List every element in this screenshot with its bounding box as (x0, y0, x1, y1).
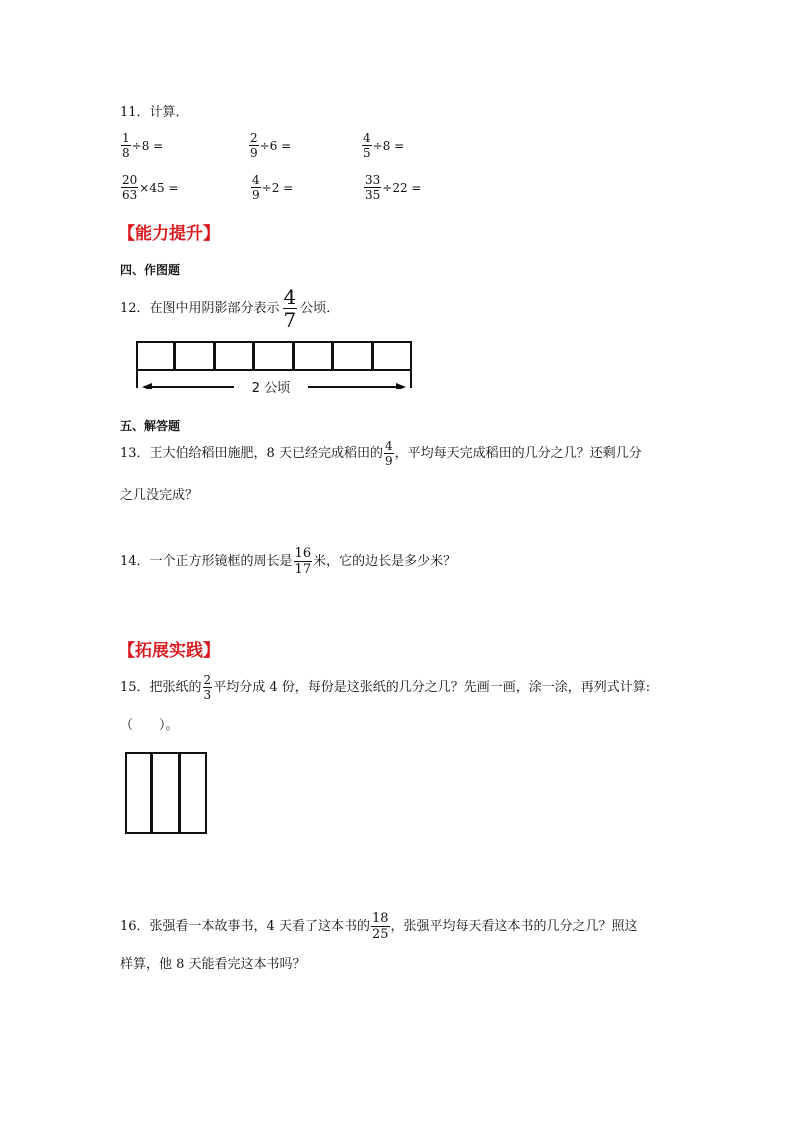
section-four-heading: 四、作图题 (120, 263, 181, 277)
fraction-denominator: 63 (122, 188, 138, 202)
q13-line2: 之几没完成？ (120, 488, 199, 503)
q11-item-3 (361, 132, 404, 159)
expression-rest: ×45 = (139, 180, 179, 195)
fraction-numerator: 4 (384, 439, 393, 453)
fraction-numerator: 4 (252, 173, 260, 187)
q16-line2: 样算，他 8 天能看完这本书吗？ (120, 957, 306, 972)
expression-rest: ÷22 = (382, 180, 422, 195)
fraction-numerator: 4 (363, 131, 371, 145)
q11-item-4 (120, 174, 178, 201)
fraction-numerator: 20 (122, 173, 138, 187)
fraction-numerator: 18 (371, 911, 389, 926)
q15-grid-cell[interactable] (125, 752, 152, 834)
q16-prefix: 16．张强看一本故事书，4 天看了这本书的 (120, 918, 370, 934)
fraction-numerator: 33 (365, 173, 381, 187)
fraction-denominator: 7 (283, 308, 297, 332)
fraction-numerator: 2 (203, 673, 212, 687)
expression-rest: ÷8 = (131, 138, 164, 153)
fraction-denominator: 9 (250, 146, 258, 160)
q11-item-6 (363, 174, 421, 201)
section-five-heading: 五、解答题 (120, 419, 181, 433)
q15-line2: （ ）。 (120, 718, 179, 733)
q12-text (120, 287, 339, 330)
q13-suffix: ，平均每天完成稻田的几分之几？还剩几分 (394, 445, 642, 461)
q14-prefix: 14．一个正方形镜框的周长是 (120, 553, 293, 569)
q14-suffix: 米，它的边长是多少米？ (313, 553, 457, 569)
q13-line1 (120, 440, 642, 467)
q12-figure (136, 341, 412, 396)
q15-figure (125, 752, 207, 834)
fraction-numerator: 4 (283, 285, 297, 309)
q15-suffix: 平均分成 4 份，每份是这张纸的几分之几？先画一画，涂一涂，再列式计算: (213, 679, 651, 695)
fraction-numerator: 2 (250, 131, 258, 145)
fraction-denominator: 8 (122, 146, 130, 160)
q16-suffix: ，张强平均每天看这本书的几分之几？照这 (390, 918, 638, 934)
q15-line1 (120, 674, 650, 701)
q14-line (120, 547, 456, 576)
q11-item-5 (250, 174, 293, 201)
q15-grid-cell[interactable] (151, 752, 179, 834)
expression-rest: ÷6 = (259, 138, 292, 153)
q11-item-1 (120, 132, 163, 159)
expression-rest: ÷8 = (372, 138, 405, 153)
left-arrow-head (142, 383, 152, 389)
fraction-denominator: 5 (363, 146, 371, 160)
fraction-numerator: 1 (122, 131, 130, 145)
q13-prefix: 13．王大伯给稻田施肥，8 天已经完成稻田的 (120, 445, 383, 461)
q15-prefix: 15．把张纸的 (120, 679, 202, 695)
q15-grid-cell[interactable] (179, 752, 207, 834)
q16-line1 (120, 912, 638, 941)
q12-prefix: 12．在图中用阴影部分表示 (120, 300, 280, 316)
expression-rest: ÷2 = (261, 180, 294, 195)
section-expand-heading: 【拓展实践】 (118, 641, 220, 661)
fraction-denominator: 17 (294, 562, 312, 577)
q11-title: 11．计算． (120, 105, 189, 120)
fraction-denominator: 35 (365, 188, 381, 202)
right-arrow-head (396, 383, 406, 389)
fraction-denominator: 9 (252, 188, 260, 202)
fraction-denominator: 25 (371, 927, 389, 942)
q12-arrow-label: 2 公顷 (251, 381, 291, 396)
fraction-denominator: 9 (384, 454, 393, 468)
q12-suffix: 公顷． (300, 300, 340, 316)
q11-item-2 (248, 132, 291, 159)
fraction-numerator: 16 (294, 546, 312, 561)
fraction-denominator: 3 (203, 688, 212, 702)
section-ability-heading: 【能力提升】 (118, 224, 220, 244)
